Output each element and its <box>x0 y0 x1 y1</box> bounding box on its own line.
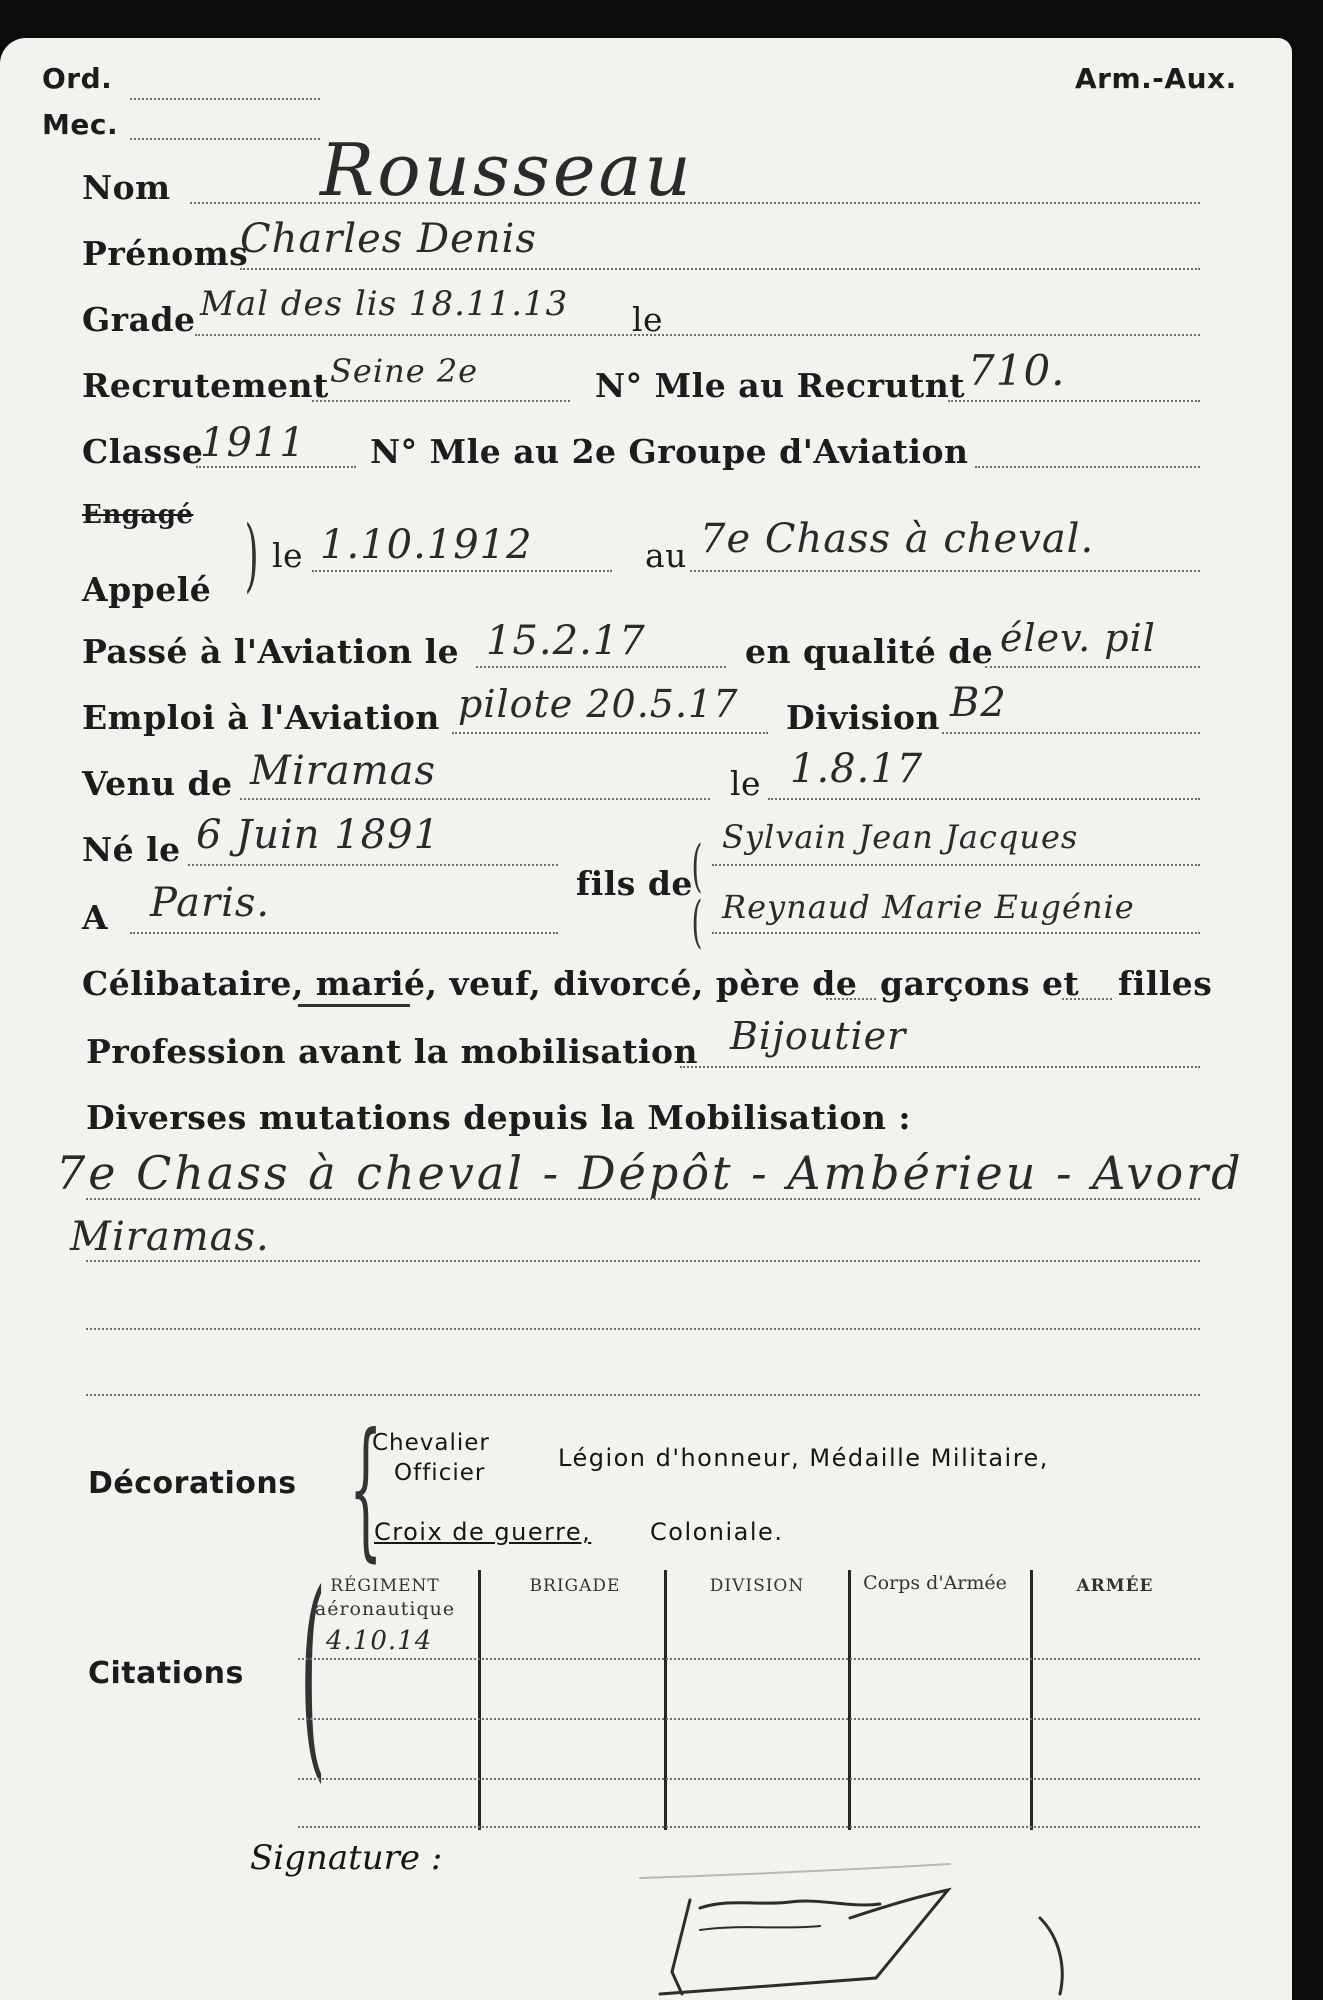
th-aeronautique: aéronautique <box>314 1598 456 1620</box>
fils-de-brace-top: ( <box>691 834 703 899</box>
th-corps-armee: Corps d'Armée <box>863 1572 1007 1594</box>
th-division: DIVISION <box>709 1576 805 1596</box>
classe-label: Classe <box>82 432 204 471</box>
registration-card <box>0 38 1292 2000</box>
profession-label: Profession avant la mobilisation <box>86 1032 699 1071</box>
recrutement-label: Recrutement <box>82 366 329 405</box>
appele-le-value: 1.10.1912 <box>320 522 533 568</box>
fils-de-brace-bottom: ( <box>691 890 703 955</box>
th-armee: ARMÉE <box>1076 1576 1154 1596</box>
emploi-aviation-value: pilote 20.5.17 <box>458 682 739 726</box>
etat-civil-label: Célibataire, marié, veuf, divorcé, père de <box>82 964 858 1003</box>
ord-label: Ord. <box>42 62 113 95</box>
appele-au-label: au <box>645 536 687 575</box>
pere-value: Sylvain Jean Jacques <box>722 818 1079 856</box>
no-mle-recrut-value: 710. <box>968 346 1066 395</box>
regiment-entry-value: 4.10.14 <box>326 1626 433 1656</box>
lieu-naissance-value: Paris. <box>150 880 271 926</box>
officier-label: Officier <box>394 1460 486 1486</box>
emploi-aviation-label: Emploi à l'Aviation <box>82 698 440 737</box>
appele-brace: ) <box>244 508 259 601</box>
engage-label: Engagé <box>82 500 194 530</box>
profession-value: Bijoutier <box>730 1014 907 1058</box>
filles-label: filles <box>1118 964 1213 1003</box>
coloniale-label: Coloniale. <box>650 1518 784 1546</box>
arm-aux-label: Arm.-Aux. <box>1075 62 1237 95</box>
chevalier-label: Chevalier <box>372 1430 490 1456</box>
mere-value: Reynaud Marie Eugénie <box>722 888 1135 926</box>
appele-le-label: le <box>272 536 304 575</box>
appele-au-value: 7e Chass à cheval. <box>700 516 1095 562</box>
legion-label: Légion d'honneur, Médaille Militaire, <box>558 1444 1049 1472</box>
venu-de-label: Venu de <box>82 764 233 803</box>
division-label: Division <box>786 698 940 737</box>
citations-brace: ( <box>300 1546 326 1802</box>
passe-aviation-value: 15.2.17 <box>486 618 646 664</box>
mutations-line2-value: Miramas. <box>70 1214 270 1260</box>
mec-label: Mec. <box>42 108 119 141</box>
classe-value: 1911 <box>200 420 306 466</box>
en-qualite-de-value: élev. pil <box>1000 616 1156 660</box>
grade-le-label: le <box>632 300 664 339</box>
mutations-label: Diverses mutations depuis la Mobilisation : <box>86 1098 912 1137</box>
signature-label: Signature : <box>250 1838 443 1878</box>
no-mle-groupe-label: N° Mle au 2e Groupe d'Aviation <box>370 432 969 471</box>
a-label: A <box>82 898 109 937</box>
mutations-line1-value: 7e Chass à cheval - Dépôt - Ambérieu - Avord <box>56 1146 1244 1200</box>
ne-le-label: Né le <box>82 830 181 869</box>
fils-de-label: fils de <box>576 864 693 903</box>
garcons-et-label: garçons et <box>880 964 1080 1003</box>
grade-value: Mal des lis 18.11.13 <box>200 284 569 324</box>
croix-de-guerre-label: Croix de guerre, <box>374 1518 592 1546</box>
citations-label: Citations <box>88 1656 244 1691</box>
prenoms-value: Charles Denis <box>240 216 537 262</box>
venu-de-value: Miramas <box>250 748 437 794</box>
grade-label: Grade <box>82 300 196 339</box>
signature-drawing <box>0 38 1292 2000</box>
venu-le-label: le <box>730 764 762 803</box>
nom-value: Rousseau <box>320 128 694 212</box>
ne-le-value: 6 Juin 1891 <box>196 812 441 858</box>
appele-label: Appelé <box>82 570 212 609</box>
venu-le-value: 1.8.17 <box>790 746 924 792</box>
recrutement-value: Seine 2e <box>330 352 479 390</box>
prenoms-label: Prénoms <box>82 234 249 273</box>
division-value: B2 <box>950 680 1007 726</box>
no-mle-recrut-label: N° Mle au Recrutnt <box>595 366 965 405</box>
th-brigade: BRIGADE <box>529 1576 621 1596</box>
th-regiment: RÉGIMENT <box>330 1576 440 1596</box>
decorations-label: Décorations <box>88 1466 297 1501</box>
nom-label: Nom <box>82 168 171 207</box>
en-qualite-de-label: en qualité de <box>745 632 994 671</box>
decorations-brace: { <box>349 1402 383 1576</box>
passe-aviation-label: Passé à l'Aviation le <box>82 632 460 671</box>
